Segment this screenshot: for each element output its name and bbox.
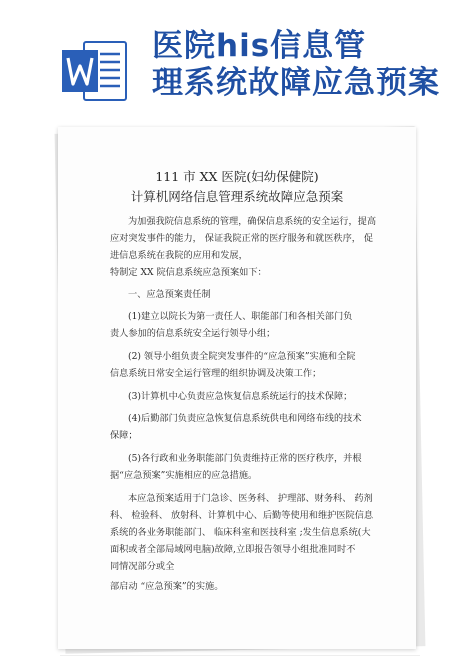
title-line: 医院his信息管 [152, 28, 367, 64]
paragraph-item-1 [110, 308, 382, 342]
text-line: 责人参加的信息系统安全运行领导小组； [110, 328, 276, 339]
text-line: 据“应急预案”实施相应的应急措施。 [110, 470, 258, 481]
word-document-icon [60, 40, 128, 102]
paragraph-intro [110, 213, 382, 264]
paragraph-item-5 [110, 450, 382, 484]
text-line: 信息系统日常安全运行管理的组织协调及决策工作； [110, 368, 322, 379]
text-line: 部启动 “应急预案”的实施。 [110, 581, 224, 592]
text-line: 进信息系统在我院的应用和发展， [110, 250, 248, 261]
text-line: (1)建立以院长为第一责任人、职能部门和各相关部门负 [128, 311, 353, 322]
text-line: 应对突发事件的能力， 保证我院正常的医疗服务和就医秩序， 促 [110, 233, 374, 244]
page-heading-line1: 111 市 XX 医院(妇幼保健院) [155, 169, 319, 184]
text-line: 本应急预案适用于门急诊、医务科、 护理部、财务科、 药剂 [128, 493, 373, 504]
paragraph-closing [110, 578, 382, 595]
text-line: 同情况部分或全 [110, 561, 175, 572]
divider [60, 655, 420, 656]
text-line: (2) 领导小组负责全院突发事件的“应急预案”实施和全院 [128, 351, 356, 362]
document-title [152, 28, 470, 102]
text-line: 一、应急预案责任制 [128, 289, 211, 300]
text-line: 特制定 XX 院信息系统应急预案如下： [110, 267, 267, 278]
paragraph-scope [110, 490, 382, 575]
text-line: (3)计算机中心负责应急恢复信息系统运行的技术保障； [128, 391, 353, 402]
text-line: 面积或者全部局域网电脑)故障,立即报告领导小组批准同时不 [110, 544, 356, 555]
text-line: 系统的各业务职能部门、 临床科室和医技科室 ;发生信息系统(大 [110, 527, 371, 538]
page-heading-line2: 计算机网络信息管理系统故障应急预案 [130, 189, 344, 204]
text-line: 科、 检验科、 放射科、计算机中心、后勤等使用和维护医院信息 [110, 510, 374, 521]
text-line: (5)各行政和业务职能部门负责维持正常的医疗秩序，并根 [128, 453, 362, 464]
section-heading [110, 286, 382, 303]
text-line: (4)后勤部门负责应急恢复信息系统供电和网络布线的技术 [128, 413, 362, 424]
document-page [58, 127, 416, 649]
paragraph-item-2 [110, 348, 382, 382]
paragraph-declaration [110, 264, 382, 281]
header-banner [0, 0, 474, 125]
text-line: 为加强我院信息系统的管理，确保信息系统的安全运行，提高 [128, 216, 377, 227]
text-line: 保障； [110, 430, 138, 441]
paragraph-item-3 [110, 388, 382, 405]
paragraph-item-4 [110, 410, 382, 444]
title-line: 理系统故障应急预案 [152, 65, 440, 101]
